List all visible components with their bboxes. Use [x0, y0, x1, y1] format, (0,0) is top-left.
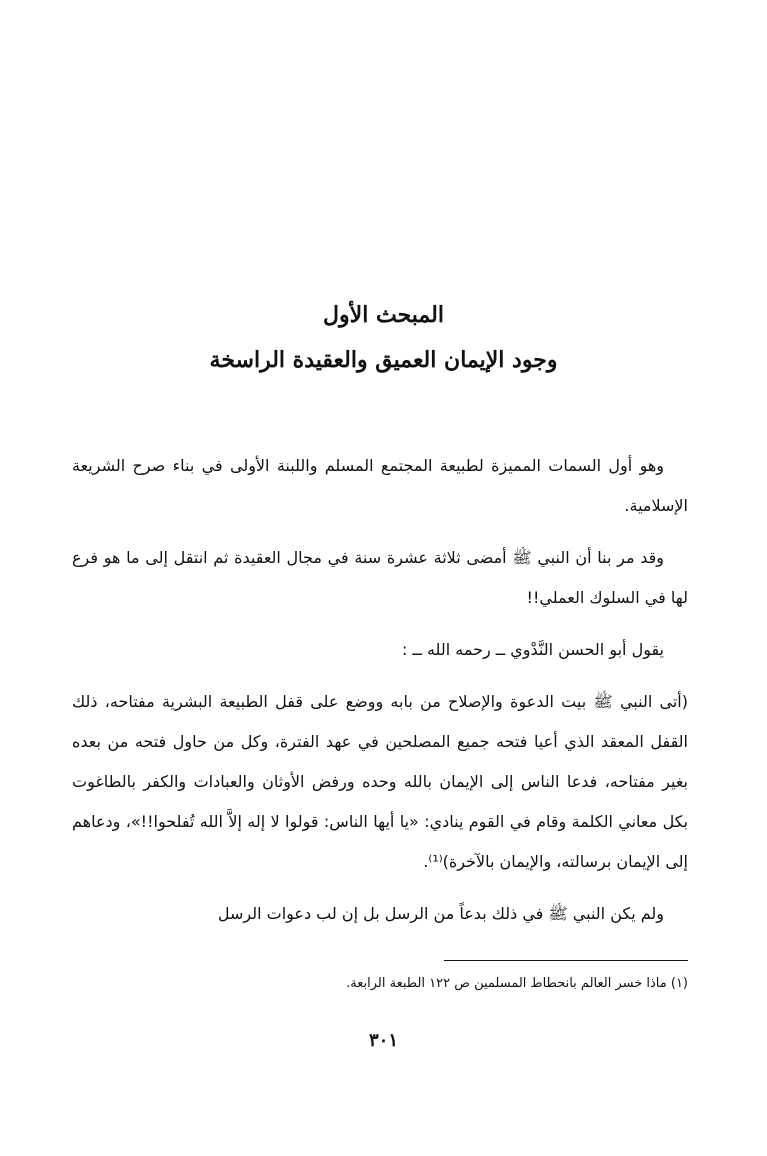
paragraph-prophet-creed: وقد مر بنا أن النبي ﷺ أمضى ثلاثة عشرة سنة في مجال العقيدة ثم انتقل إلى ما هو فرع لها في السلوك العملي!!	[72, 548, 688, 607]
body-text	[72, 446, 688, 934]
footnote: (١) ماذا خسر العالم بانحطاط المسلمين ص ١٢٢ الطبعة الرابعة.	[346, 976, 688, 991]
page-number: ٣٠١	[368, 1030, 398, 1051]
footnote-divider	[444, 960, 688, 961]
paragraph-messengers: ولم يكن النبي ﷺ في ذلك بدعاً من الرسل بل إن لب دعوات الرسل	[217, 904, 664, 923]
paragraph-quotation: (أتى النبي ﷺ بيت الدعوة والإصلاح من بابه ووضع على قفل الطبيعة البشرية مفتاحه، ذلك القفل المعقد الذي أعيا فتحه جميع المصلحين في عهد الفترة، وكل من حاول فتحه من بعده بغير مفتاحه، فدعا الناس إلى الإيمان بالله وحده ورفض الأوثان والعبادات والكفر بالطاغوت بكل معاني الكلمة وقام في القوم ينادي: «يا أيها الناس: قولوا لا إله إلاَّ الله تُفلحوا!!»، ودعاهم إلى الإيمان برسالته، والإيمان بالآخرة)⁽¹⁾.	[72, 692, 688, 871]
paragraph-intro: وهو أول السمات المميزة لطبيعة المجتمع المسلم واللبنة الأولى في بناء صرح الشريعة الإسلامية.	[72, 456, 688, 515]
section-subtitle: وجود الإيمان العميق والعقيدة الراسخة	[209, 347, 558, 373]
paragraph-nadwi-intro: يقول أبو الحسن النَّدْوي ــ رحمه الله ــ :	[402, 640, 664, 659]
section-title: المبحث الأول	[323, 302, 444, 328]
